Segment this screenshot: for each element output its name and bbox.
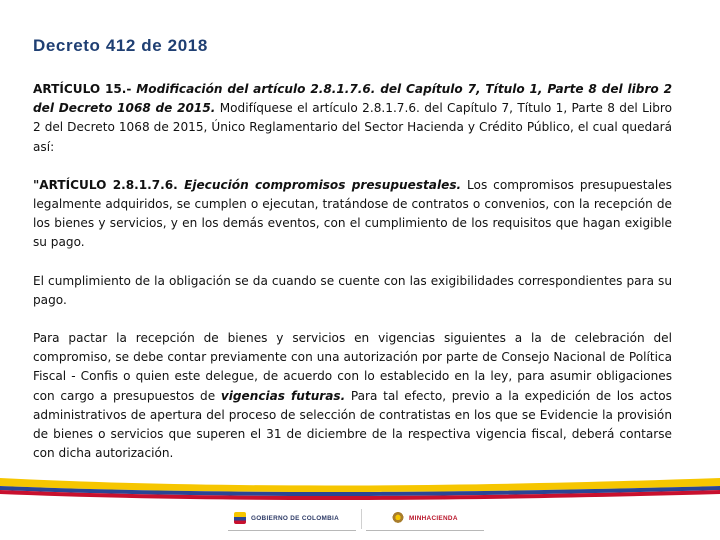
footer-separator	[361, 509, 362, 529]
article-15-heading: ARTÍCULO 15.-	[33, 82, 137, 96]
flag-stripes-decoration	[0, 472, 720, 502]
gobierno-logo-text: GOBIERNO DE COLOMBIA	[251, 514, 340, 522]
footer-rule-left	[228, 530, 356, 531]
colombia-shield-icon	[234, 512, 246, 524]
gobierno-de-colombia-logo	[234, 505, 339, 531]
minhacienda-seal-icon	[392, 512, 404, 524]
document-body	[33, 80, 672, 482]
future-terms-text-after: Para tal efecto, previo a la expedición de los actos administrativos de apertura del proceso de selección de contratistas en los que se Evidencie la provisión de bienes o servicios que superen el 31 de diciembre de la respectiva vigencia fiscal, deberá contarse con dicha autorización.	[33, 388, 672, 461]
future-terms-text-before: Para pactar la recepción de bienes y servicios en vigencias siguientes a la de celebración del compromiso, se debe contar previamente con una autorización por parte de Consejo Nacional de Política Fiscal - Confis o quien este delegue, de acuerdo con lo establecido en la ley, para asumir obligaciones con cargo a presupuestos de	[33, 331, 672, 403]
article-2-8-1-7-6-heading: "ARTÍCULO 2.8.1.7.6.	[33, 177, 185, 192]
paragraph-article-2-8-1-7-6	[33, 176, 672, 253]
page-title: Decreto 412 de 2018	[33, 36, 208, 55]
paragraph-obligation: El cumplimiento de la obligación se da cuando se cuente con las exigibilidades correspondientes para su pago.	[33, 273, 672, 307]
future-terms-emphasis: vigencias futuras.	[220, 388, 346, 403]
minhacienda-logo	[392, 505, 458, 531]
article-2-8-1-7-6-text: Los compromisos presupuestales legalmente adquiridos, se cumplen o ejecutan, tratándose de contratos o convenios, con la recepción de los bienes y servicios, y en los demás eventos, con el cumplimiento de los requisitos que hagan exigible su pago.	[33, 177, 672, 250]
article-2-8-1-7-6-title: Ejecución compromisos presupuestales.	[184, 177, 462, 192]
minhacienda-logo-text: MINHACIENDA	[409, 514, 458, 522]
footer	[0, 505, 720, 535]
paragraph-future-terms	[33, 329, 672, 463]
paragraph-article-15	[33, 80, 672, 157]
footer-rule-right	[366, 530, 484, 531]
article-15-text: Modifíquese el artículo 2.8.1.7.6. del Capítulo 7, Título 1, Parte 8 del Libro 2 del Decreto 1068 de 2015, Único Reglamentario del Sector Hacienda y Crédito Público, el cual quedará así:	[33, 101, 672, 154]
article-15-title: Modificación del artículo 2.8.1.7.6. del Capítulo 7, Título 1, Parte 8 del libro 2 del Decreto 1068 de 2015.	[33, 82, 672, 116]
